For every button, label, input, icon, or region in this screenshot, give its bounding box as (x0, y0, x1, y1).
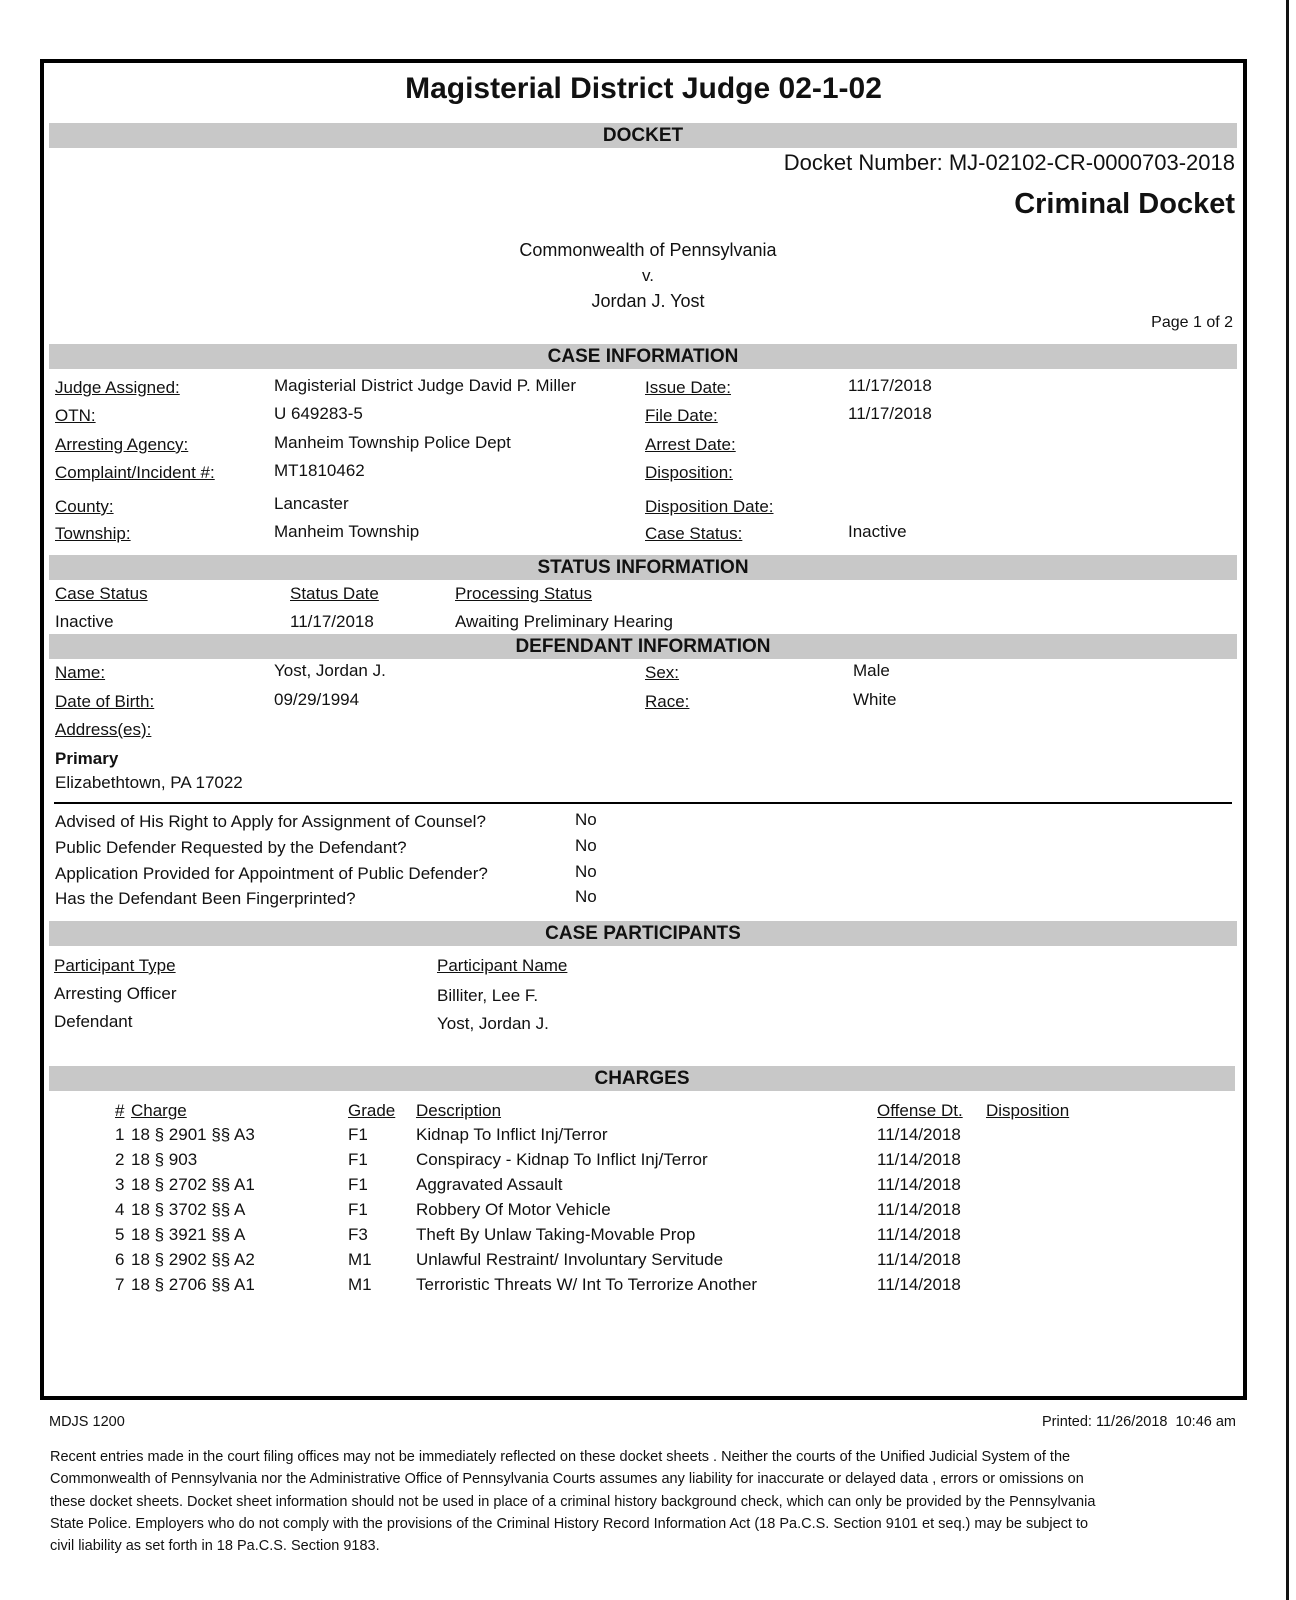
charge-5-charge: 18 § 3921 §§ A (131, 1225, 246, 1244)
docket-type: Criminal Docket (1014, 188, 1235, 220)
issue-date-label: Issue Date: (645, 378, 731, 397)
charge-6-num: 6 (115, 1250, 125, 1269)
charge-6-grade: M1 (348, 1250, 372, 1269)
issue-date-value: 11/17/2018 (848, 376, 932, 395)
address-value: Elizabethtown, PA 17022 (55, 773, 243, 792)
charge-7-grade: M1 (348, 1275, 372, 1294)
charge-1-description: Kidnap To Inflict Inj/Terror (416, 1125, 608, 1144)
page-info: Page 1 of 2 (1151, 314, 1233, 331)
complaint-label: Complaint/Incident #: (55, 463, 215, 482)
charge-2-charge: 18 § 903 (131, 1150, 198, 1169)
question-4: Has the Defendant Been Fingerprinted? (55, 889, 356, 908)
charge-6-charge: 18 § 2902 §§ A2 (131, 1250, 255, 1269)
charge-1-charge: 18 § 2901 §§ A3 (131, 1125, 255, 1144)
charges-col-grade: Grade (348, 1101, 396, 1120)
participant-col-type: Participant Type (54, 956, 176, 975)
charge-6-offense-dt: 11/14/2018 (877, 1250, 961, 1269)
charge-5-description: Theft By Unlaw Taking-Movable Prop (416, 1225, 696, 1244)
disposition-date-label: Disposition Date: (645, 497, 774, 516)
status-col-processing-status: Processing Status (455, 584, 593, 603)
charge-7-num: 7 (115, 1275, 125, 1294)
participant-type-2: Defendant (54, 1012, 133, 1031)
judge-label: Judge Assigned: (55, 378, 180, 397)
question-3: Application Provided for Appointment of Public Defender? (55, 864, 488, 883)
county-value: Lancaster (274, 494, 349, 513)
agency-label: Arresting Agency: (55, 435, 189, 454)
charge-4-num: 4 (115, 1200, 125, 1219)
charge-4-charge: 18 § 3702 §§ A (131, 1200, 246, 1219)
caption-plaintiff: Commonwealth of Pennsylvania (519, 240, 777, 260)
status-col-status-date: Status Date (290, 584, 379, 603)
case-participants-bar: CASE PARTICIPANTS (49, 921, 1237, 946)
township-value: Manheim Township (274, 522, 420, 541)
charge-2-offense-dt: 11/14/2018 (877, 1150, 961, 1169)
charges-bar: CHARGES (49, 1066, 1235, 1091)
question-1: Advised of His Right to Apply for Assignment of Counsel? (55, 812, 486, 831)
charge-5-num: 5 (115, 1225, 125, 1244)
form-id: MDJS 1200 (49, 1414, 125, 1430)
participant-name-2: Yost, Jordan J. (437, 1014, 549, 1033)
processing-status: Awaiting Preliminary Hearing (455, 612, 673, 631)
printed-timestamp: Printed: 11/26/2018 10:46 am (1041, 1414, 1236, 1430)
answer-3: No (575, 862, 597, 881)
township-label: Township: (55, 524, 131, 543)
defendant-information-bar: DEFENDANT INFORMATION (49, 634, 1237, 659)
arrest-date-label: Arrest Date: (645, 435, 736, 454)
charge-3-charge: 18 § 2702 §§ A1 (131, 1175, 255, 1194)
status-information-bar: STATUS INFORMATION (49, 555, 1237, 580)
charge-4-grade: F1 (348, 1200, 368, 1219)
charges-col-disposition: Disposition (986, 1101, 1070, 1120)
name-value: Yost, Jordan J. (274, 661, 386, 680)
disposition-label: Disposition: (645, 463, 733, 482)
docket-bar: DOCKET (49, 123, 1237, 148)
charge-2-num: 2 (115, 1150, 125, 1169)
caption-defendant: Jordan J. Yost (591, 291, 705, 311)
judge-value: Magisterial District Judge David P. Miller (274, 376, 577, 395)
charge-1-num: 1 (115, 1125, 125, 1144)
address-label: Address(es): (55, 720, 152, 739)
case-status-value: Inactive (848, 522, 907, 541)
charge-3-num: 3 (115, 1175, 125, 1194)
charge-2-description: Conspiracy - Kidnap To Inflict Inj/Terror (416, 1150, 708, 1169)
court-title: Magisterial District Judge 02-1-02 (405, 72, 882, 105)
sex-value: Male (853, 661, 890, 680)
charge-3-offense-dt: 11/14/2018 (877, 1175, 961, 1194)
race-label: Race: (645, 692, 690, 711)
participant-type-1: Arresting Officer (54, 984, 177, 1003)
charge-5-offense-dt: 11/14/2018 (877, 1225, 961, 1244)
charge-5-grade: F3 (348, 1225, 368, 1244)
participant-name-1: Billiter, Lee F. (437, 986, 539, 1005)
caption-versus: v. (642, 266, 654, 285)
otn-label: OTN: (55, 406, 96, 425)
status-date: 11/17/2018 (290, 612, 374, 631)
docket-number: Docket Number: MJ-02102-CR-0000703-2018 (783, 150, 1235, 175)
charges-col-num: # (115, 1101, 125, 1120)
charge-1-offense-dt: 11/14/2018 (877, 1125, 961, 1144)
answer-1: No (575, 810, 597, 829)
charges-col-offense-dt: Offense Dt. (877, 1101, 963, 1120)
agency-value: Manheim Township Police Dept (274, 433, 511, 452)
file-date-value: 11/17/2018 (848, 404, 932, 423)
disclaimer-text: Recent entries made in the court filing offices may not be immediately reflected on these docket sheets . Neither the courts of the Unified Judicial System of the Commonwealth of Pennsylvania nor the Administrative Office of Pennsylvania Courts assumes any liability for inaccurate or delayed data , errors or omissions on these docket sheets. Docket sheet information should not be used in place of a criminal history background check, which can only be provided by the Pennsylvania State Police. Employers who do not comply with the provisions of the Criminal History Record Information Act (18 Pa.C.S. Section 9101 et seq.) may be subject to civil liability as set forth in 18 Pa.C.S. Section 9183. (50, 1449, 1096, 1555)
question-2: Public Defender Requested by the Defendant? (55, 838, 407, 857)
charge-1-grade: F1 (348, 1125, 368, 1144)
complaint-value: MT1810462 (274, 461, 365, 480)
charges-col-charge: Charge (131, 1101, 187, 1120)
charge-4-offense-dt: 11/14/2018 (877, 1200, 961, 1219)
charges-col-description: Description (416, 1101, 502, 1120)
case-information-bar: CASE INFORMATION (49, 344, 1237, 369)
answer-4: No (575, 887, 597, 906)
race-value: White (853, 690, 897, 709)
charge-7-description: Terroristic Threats W/ Int To Terrorize Another (416, 1275, 758, 1294)
charge-3-description: Aggravated Assault (416, 1175, 563, 1194)
charge-2-grade: F1 (348, 1150, 368, 1169)
otn-value: U 649283-5 (274, 404, 363, 423)
county-label: County: (55, 497, 114, 516)
charge-7-offense-dt: 11/14/2018 (877, 1275, 961, 1294)
charge-3-grade: F1 (348, 1175, 368, 1194)
address-type: Primary (55, 749, 119, 768)
address-divider (54, 802, 1232, 804)
name-label: Name: (55, 663, 106, 682)
participant-col-name: Participant Name (437, 956, 568, 975)
dob-value: 09/29/1994 (274, 690, 360, 709)
charge-7-charge: 18 § 2706 §§ A1 (131, 1275, 255, 1294)
status-col-case-status: Case Status (55, 584, 148, 603)
file-date-label: File Date: (645, 406, 718, 425)
sex-label: Sex: (645, 663, 680, 682)
dob-label: Date of Birth: (55, 692, 155, 711)
status-case-status: Inactive (55, 612, 114, 631)
answer-2: No (575, 836, 597, 855)
charge-4-description: Robbery Of Motor Vehicle (416, 1200, 611, 1219)
charge-6-description: Unlawful Restraint/ Involuntary Servitude (416, 1250, 724, 1269)
case-status-label: Case Status: (645, 524, 743, 543)
